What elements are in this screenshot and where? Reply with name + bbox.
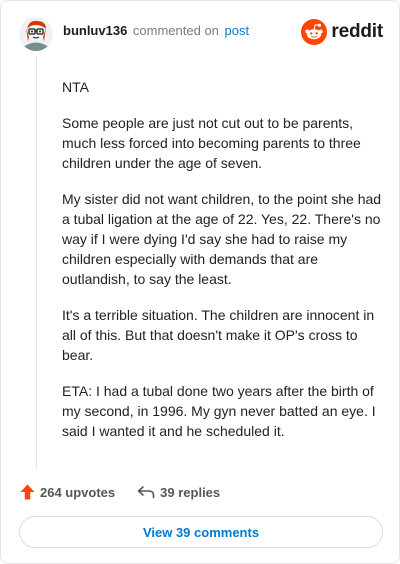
comment-meta [63,23,249,39]
comment-paragraph: My sister did not want children, to the point she had a tubal ligation at the age of 22. Yes, 22. There's no way if I were dying I'd say she had to raise my children especially with demands that are outlandish, to say the least. [62,191,382,287]
replies-count: 39 replies [160,484,221,500]
upvote-button[interactable] [20,484,115,500]
reddit-snoo-icon [301,19,327,45]
comment-body [62,77,387,457]
comment-paragraph: ETA: I had a tubal done two years after the birth of my second, in 1996. My gyn never batted an eye. I said I wanted it and he scheduled it. [62,383,376,439]
upvote-count: 264 upvotes [40,484,116,500]
view-comments-button[interactable]: View 39 comments [19,516,383,548]
reply-arrow-icon [137,485,155,499]
comment-paragraph: It's a terrible situation. The children are innocent in all of this. But that doesn't make it OP's cross to bear. [62,307,375,363]
comment-actions [20,482,220,502]
reddit-logo[interactable] [301,19,383,45]
username[interactable]: bunluv136 [63,23,128,38]
user-avatar[interactable] [19,17,53,51]
reddit-wordmark: reddit [331,21,383,42]
avatar-icon [19,17,53,51]
commented-on-label: commented on [132,23,219,38]
comment-paragraph: Some people are just not cut out to be parents, much less forced into becoming parents to three children under the age of seven. [62,115,361,171]
comment-header [19,16,383,52]
thread-line[interactable] [36,57,37,469]
post-link[interactable]: post [224,23,250,38]
replies-button[interactable] [137,485,220,500]
comment-paragraph: NTA [62,79,89,95]
upvote-arrow-icon [20,484,35,500]
